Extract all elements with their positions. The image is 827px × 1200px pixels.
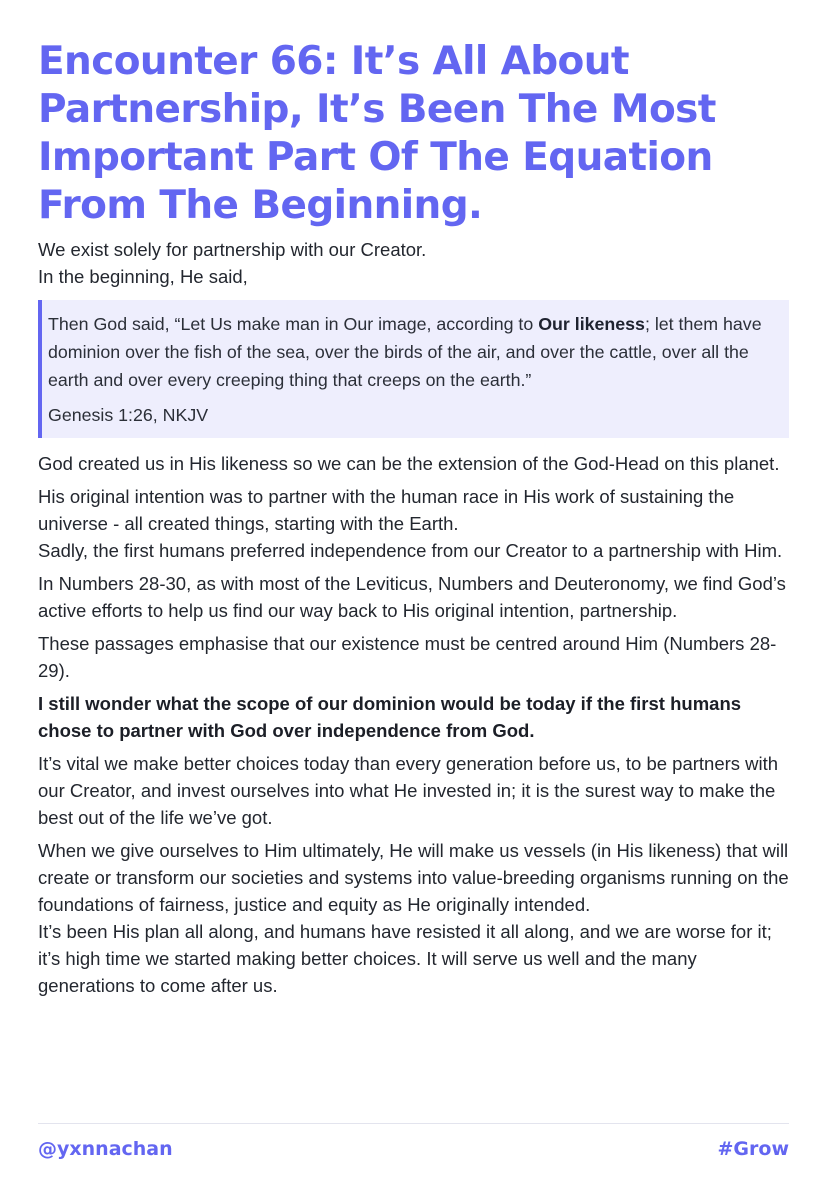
quote-citation: Genesis 1:26, NKJV — [48, 405, 209, 425]
body-paragraph: In Numbers 28-30, as with most of the Leviticus, Numbers and Deuteronomy, we find God’s active efforts to help us find our way back to His original intention, partnership. — [38, 573, 786, 621]
intro-line: In the beginning, He said, — [38, 266, 248, 287]
body-paragraph: His original intention was to partner with the human race in His work of sustaining the universe - all created things, starting with the Earth. — [38, 486, 735, 534]
intro-line: We exist solely for partnership with our Creator. — [38, 239, 427, 260]
body-paragraph: When we give ourselves to Him ultimately, He will make us vessels (in His likeness) that will create or transform our societies and systems into value-breeding organisms running on the foundations of fairness, justice and equity as He originally intended. — [38, 840, 789, 915]
body-paragraph: These passages emphasise that our existence must be centred around Him (Numbers 28-29). — [38, 633, 777, 681]
intro-section — [38, 236, 789, 290]
body-paragraph: It’s vital we make better choices today than every generation before us, to be partners with our Creator, and invest ourselves into what He invested in; it is the surest way to make the best out of the life we’ve got. — [38, 753, 779, 828]
hashtag[interactable]: #Grow — [717, 1138, 789, 1160]
body-paragraph: God created us in His likeness so we can be the extension of the God-Head on this planet. — [38, 453, 780, 474]
footer — [38, 1123, 789, 1160]
article-body — [38, 450, 789, 999]
author-handle[interactable]: @yxnnachan — [38, 1138, 173, 1160]
scripture-quote — [38, 300, 789, 438]
quote-emphasis: Our likeness — [538, 314, 645, 334]
quote-text — [48, 310, 773, 394]
body-paragraph-emphasis: I still wonder what the scope of our dominion would be today if the first humans chose to partner with God over independence from God. — [38, 693, 742, 741]
body-paragraph: Sadly, the first humans preferred independence from our Creator to a partnership with Him. — [38, 540, 783, 561]
quote-text-after: ; let them have dominion over the fish of the sea, over the birds of the air, and over the cattle, over all the earth and over every creeping thing that creeps on the earth.” — [48, 314, 762, 390]
body-paragraph: It’s been His plan all along, and humans have resisted it all along, and we are worse for it; it’s high time we started making better choices. It will serve us well and the many generations to come after us. — [38, 921, 772, 996]
article-title: Encounter 66: It’s All About Partnership, It’s Been The Most Important Part Of The Equation From The Beginning. — [38, 39, 716, 228]
quote-text-before: Then God said, “Let Us make man in Our image, according to — [48, 314, 539, 334]
